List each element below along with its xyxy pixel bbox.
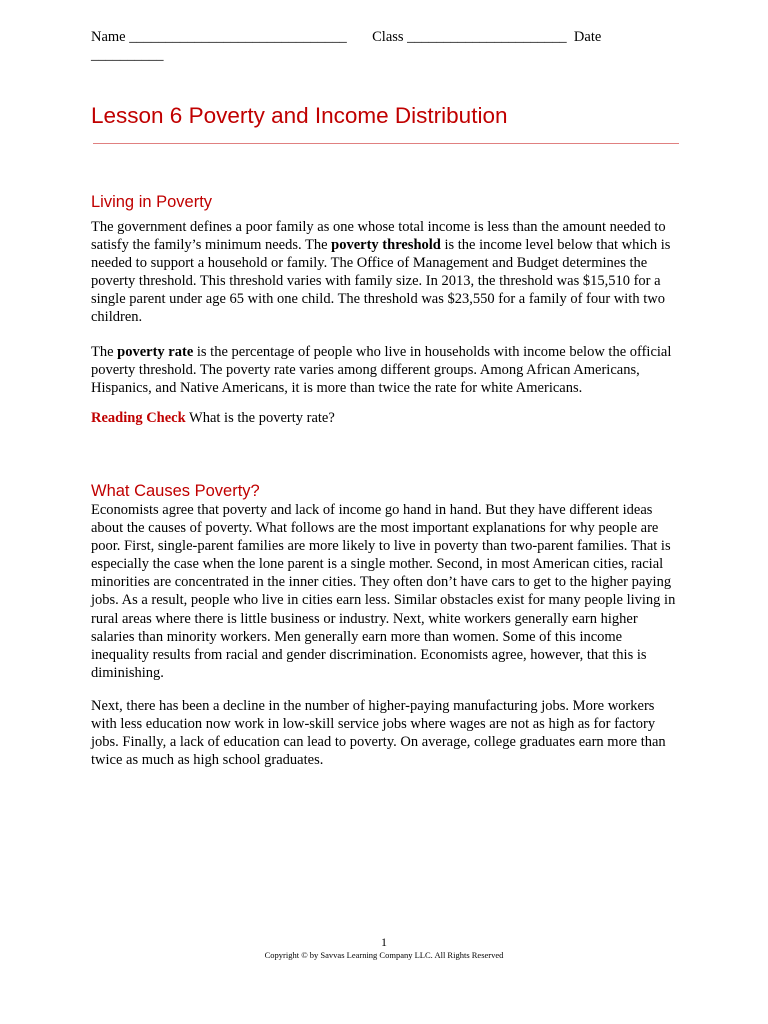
section-heading-what-causes-poverty: What Causes Poverty? xyxy=(91,482,260,500)
paragraph-causes-of-poverty: Economists agree that poverty and lack of income go hand in hand. But they have different ideas about the causes of poverty. What follows are the most important explanations for why people are poor. First, single-parent families are more likely to live in poverty than two-parent families. That is especially the case when the lone parent is a single mother. Second, in most American cities, racial minorities are concentrated in the inner cities. They often don’t have cars to get to the higher paying jobs. As a result, people who live in cities earn less. Similar obstacles exist for many people living in rural areas where there is little business or industry. Next, white workers generally earn higher salaries than minority workers. Men generally earn more than women. Some of this income inequality results from racial and gender discrimination. Economists agree, however, that this is diminishing. xyxy=(91,502,676,681)
lesson-title: Lesson 6 Poverty and Income Distribution xyxy=(91,103,508,128)
copyright-notice: Copyright © by Savvas Learning Company LLC. All Rights Reserved xyxy=(264,950,504,960)
paragraph-poverty-rate: The poverty rate is the percentage of people who live in households with income below the official poverty threshold. The poverty rate varies among different groups. Among African Americans, Hispanics, and Native Americans, it is more than twice the rate for white Americans. xyxy=(91,344,672,397)
student-info-line xyxy=(91,28,681,64)
reading-check-label: Reading Check xyxy=(91,410,186,426)
class-label: Class xyxy=(372,29,404,45)
term-poverty-rate: poverty rate xyxy=(117,344,194,360)
term-poverty-threshold: poverty threshold xyxy=(331,237,441,254)
paragraph-poverty-threshold: The government defines a poor family as one whose total income is less than the amount needed to satisfy the family’s minimum needs. The poverty threshold is the income level below that which is needed to support a household or family. The Office of Management and Budget determines the poverty threshold. This threshold varies with family size. In 2013, the threshold was $15,510 for a single parent under age 65 with one child. The threshold was $23,550 for a family of four with two children. xyxy=(91,219,671,326)
page-number: 1 xyxy=(381,935,387,949)
date-blank: __________ xyxy=(91,47,164,63)
name-blank: ______________________________ xyxy=(125,29,351,45)
reading-check xyxy=(91,409,683,427)
reading-check-question: What is the poverty rate? xyxy=(185,410,335,426)
date-label: Date xyxy=(573,29,602,45)
paragraph-decline-of-manufacturing: Next, there has been a decline in the number of higher-paying manufacturing jobs. More workers with less education now work in low-skill service jobs where wages are not as high as for factory jobs. Finally, a lack of education can lead to poverty. On average, college graduates earn more than twice as much as high school graduates. xyxy=(91,698,666,769)
section-heading-living-in-poverty: Living in Poverty xyxy=(91,193,213,211)
title-divider xyxy=(93,143,679,144)
class-blank: ______________________ xyxy=(403,29,571,45)
name-label: Name xyxy=(91,29,126,45)
